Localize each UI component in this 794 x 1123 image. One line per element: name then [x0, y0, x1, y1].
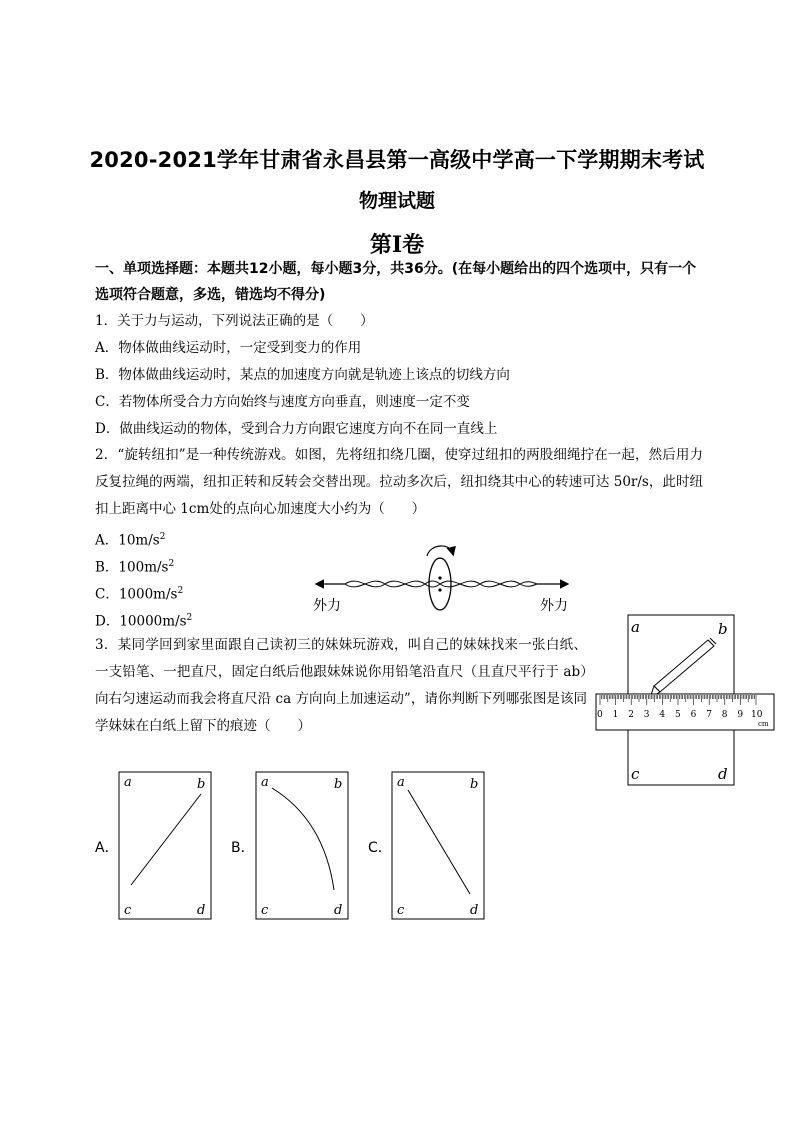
corner-d: d: [718, 765, 728, 783]
panel-a-corner-c: c: [124, 903, 132, 918]
choice-b-label: B．: [231, 840, 255, 856]
q1-option-c: C．若物体所受合力方向始终与速度方向垂直，则速度一定不变: [95, 394, 470, 410]
ruler-tick-label: 1: [612, 710, 619, 720]
choice-c-panel: [390, 770, 488, 922]
ruler-tick-label: 3: [643, 710, 650, 720]
panel-c-corner-a: a: [397, 775, 405, 790]
ruler-tick-label: 10: [751, 710, 763, 720]
q2-option-a: A．$10m/s^2$: [95, 532, 166, 549]
panel-a-corner-d: d: [197, 903, 206, 918]
force-right-label: 外力: [540, 598, 568, 614]
ruler-tick-label: 9: [737, 710, 744, 720]
panel-c-corner-c: c: [397, 903, 405, 918]
corner-a: a: [631, 618, 640, 636]
volume-title: 第Ⅰ卷: [369, 232, 425, 258]
panel-a-corner-b: b: [197, 777, 206, 792]
panel-b-corner-b: b: [334, 777, 343, 792]
choice-a-panel: [117, 770, 215, 922]
panel-a-corner-a: a: [124, 775, 132, 790]
panel-b-corner-d: d: [334, 903, 343, 918]
ruler-tick-label: 0: [597, 710, 603, 720]
ruler-tick-label: 5: [675, 710, 681, 720]
q2-option-c: C．$1000m/s^2$: [95, 586, 184, 603]
q1-stem: 1．关于力与运动，下列说法正确的是（ ）: [95, 313, 374, 329]
ruler-tick-label: 8: [721, 710, 728, 720]
exam-subject: 物理试题: [358, 190, 435, 212]
q1-option-a: A．物体做曲线运动时，一定受到变力的作用: [95, 340, 362, 356]
spinning-button-figure: [305, 538, 580, 620]
q1-option-d: D．做曲线运动的物体，受到合力方向跟它速度方向不在同一直线上: [95, 421, 498, 437]
ruler-tick-label: 4: [659, 710, 666, 720]
choice-a-label: A．: [95, 840, 119, 856]
ruler-pencil-figure: [594, 612, 776, 788]
panel-c-corner-b: b: [470, 777, 479, 792]
force-left-label: 外力: [313, 598, 341, 614]
q2-option-d: D．$10000m/s^2$: [95, 613, 193, 630]
ruler: [596, 694, 774, 730]
ruler-tick-label: 2: [628, 710, 634, 720]
ruler-tick-label: 6: [690, 710, 697, 720]
ruler-unit: cm: [758, 720, 769, 728]
choice-c-label: C．: [368, 840, 392, 856]
q3-stem: 3．某同学回到家里面跟自己读初三的妹妹玩游戏，叫自己的妹妹找来一张白纸、一支铅笔、一把直尺，固定白纸后他跟妹妹说你用铅笔沿直尺（且直尺平行于 ab）向右匀速运动而我会将直尺沿 ca 方向向上加速运动”，请你判断下列哪张图是该同学妹妹在白纸上留下的痕迹（ ）: [95, 637, 587, 734]
panel-b-corner-c: c: [261, 903, 269, 918]
section-heading: 一、单项选择题：本题共12小题，每小题3分，共36分。(在每小题给出的四个选项中，只有一个选项符合题意，多选，错选均不得分): [95, 261, 697, 303]
corner-c: c: [631, 765, 640, 783]
q2-option-b: B．$100m/s^2$: [95, 559, 175, 576]
corner-b: b: [718, 620, 728, 638]
choice-b-panel: [254, 770, 352, 922]
pencil-icon: [650, 638, 716, 698]
q1-option-b: B．物体做曲线运动时，某点的加速度方向就是轨迹上该点的切线方向: [95, 367, 510, 383]
panel-c-corner-d: d: [470, 903, 479, 918]
panel-b-corner-a: a: [261, 775, 269, 790]
exam-title: 2020-2021学年甘肃省永昌县第一高级中学高一下学期期末考试: [89, 148, 705, 172]
q2-stem: 2．“旋转纽扣”是一种传统游戏。如图，先将纽扣绕几圈，使穿过纽扣的两股细绳拧在一起，然后用力反复拉绳的两端，纽扣正转和反转会交替出现。拉动多次后，纽扣绕其中心的转速可达 50r/s，此时纽扣上距离中心 1cm处的点向心加速度大小约为（ ）: [95, 447, 703, 517]
ruler-tick-label: 7: [706, 710, 712, 720]
